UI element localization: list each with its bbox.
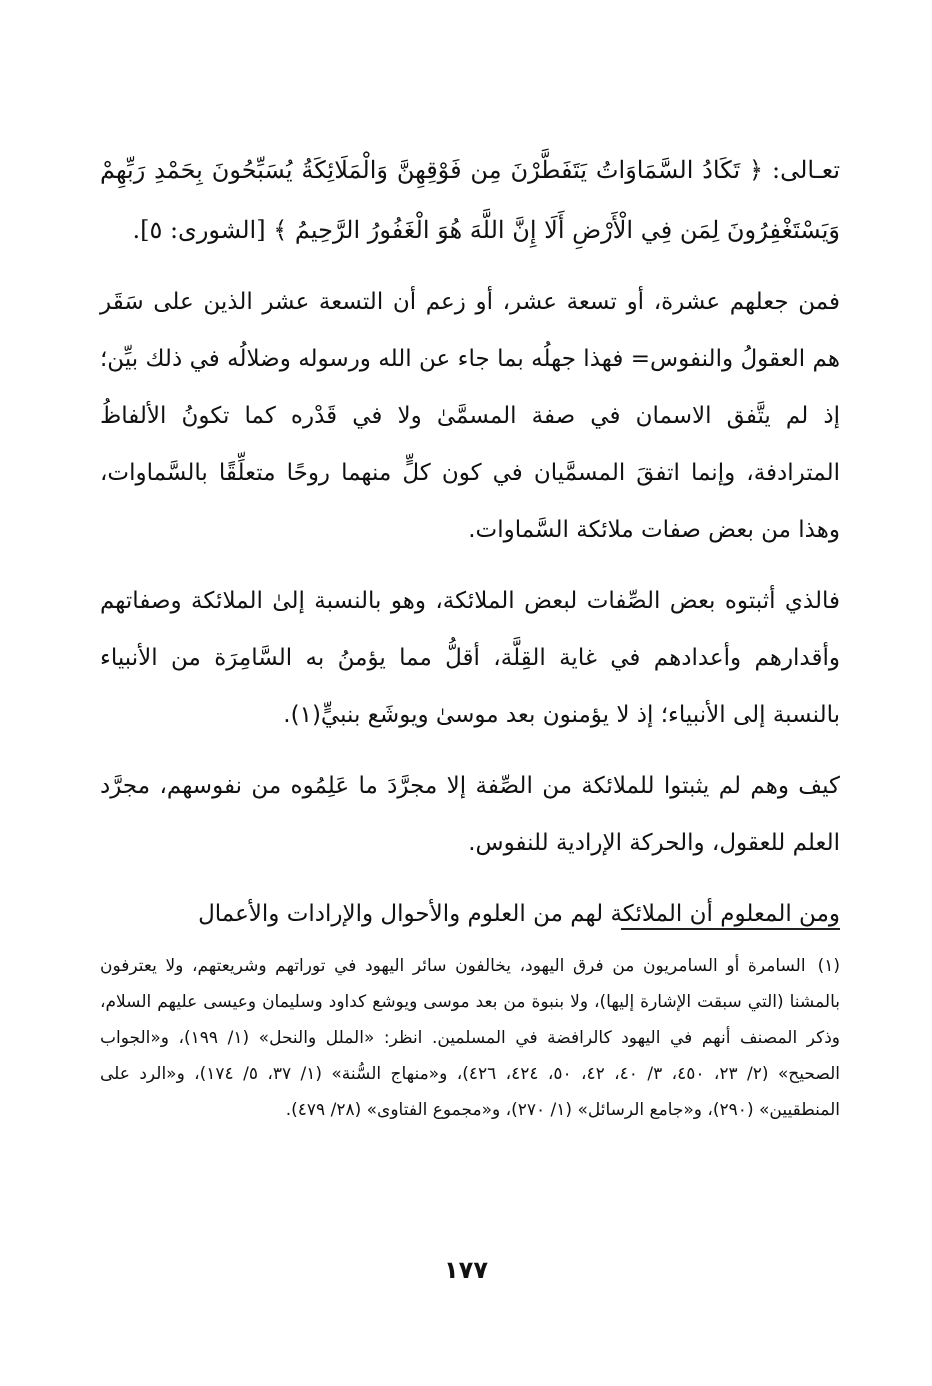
- page-number: ١٧٧: [444, 1256, 488, 1284]
- paragraph-2: فالذي أثبتوه بعض الصِّفات لبعض الملائكة، وهو بالنسبة إلىٰ الملائكة وصفاتهم وأقدارهم وأعدادهم في غاية القِلَّة، أقلُّ مما يؤمنُ به السَّامِرَة من الأنبياء بالنسبة إلى الأنبياء؛ إذ لا يؤمنون بعد موسىٰ ويوشَع بنبيٍّ(١).: [100, 588, 840, 728]
- main-text: [100, 140, 840, 943]
- paragraph-2-text: فالذي أثبتوه بعض الصِّفات لبعض الملائكة، وهو بالنسبة إلىٰ الملائكة وصفاتهم وأقدارهم وأعدادهم في غاية القِلَّة، أقلُّ مما يؤمنُ به السَّامِرَة من الأنبياء بالنسبة إلى الأنبياء؛ إذ لا يؤمنون بعد موسىٰ ويوشَع بنبيٍّ: [100, 588, 840, 728]
- footnote-item: [100, 948, 840, 1128]
- footnote-number: (١): [817, 956, 840, 976]
- footnotes: [100, 948, 840, 1128]
- footnote-text: السامرة أو السامريون من فرق اليهود، يخالفون سائر اليهود في توراتهم وشريعتهم، ولا يعترفون بالمشنا (التي سبقت الإشارة إليها)، ولا بنبوة من بعد موسى ويوشع كداود وسليمان وعيسى عليهم السلام، وذكر المصنف أنهم في اليهود كالرافضة في المسلمين. انظر: «الملل والنحل» (١/ ١٩٩)، و«الجواب الصحيح» (٢/ ٢٣، ٤٥٠، ٣/ ٤٠، ٤٢، ٥٠، ٤٢٤، ٤٢٦)، و«منهاج السُّنة» (١/ ٣٧، ٥/ ١٧٤)، و«الرد على المنطقيين» (٢٩٠)، و«جامع الرسائل» (١/ ٢٧٠)، و«مجموع الفتاوى» (٢٨/ ٤٧٩).: [100, 956, 841, 1120]
- quran-verse-paragraph: تعـالى: ﴿ تَكَادُ السَّمَاوَاتُ يَتَفَطَّرْنَ مِن فَوْقِهِنَّ وَالْمَلَائِكَةُ يُسَبِّحُونَ بِحَمْدِ رَبِّهِمْ وَيَسْتَغْفِرُونَ لِمَن فِي الْأَرْضِ أَلَا إِنَّ اللَّهَ هُوَ الْغَفُورُ الرَّحِيمُ ﴾ [الشورى: ٥].: [100, 156, 840, 244]
- paragraph-1: فمن جعلهم عشرة، أو تسعة عشر، أو زعم أن التسعة عشر الذين على سَقَر هم العقولُ والنفوس= فهذا جهلُه بما جاء عن الله ورسوله وضلالُه في ذلك بيِّن؛ إذ لم يتَّفق الاسمان في صفة المسمَّىٰ ولا في قَدْره كما تكونُ الألفاظُ المترادفة، وإنما اتفقَ المسمَّيان في كون كلٍّ منهما روحًا متعلِّقًا بالسَّماوات، وهذا من بعض صفات ملائكة السَّماوات.: [100, 289, 840, 543]
- footnote-marker: (١): [290, 702, 321, 728]
- paragraph-4: ومن المعلوم أن الملائكة لهم من العلوم والأحوال والإرادات والأعمال: [198, 901, 840, 927]
- footnote-separator: [621, 928, 840, 930]
- paragraph-3: كيف وهم لم يثبتوا للملائكة من الصِّفة إلا مجرَّدَ ما عَلِمُوه من نفوسهم، مجرَّد العلم للعقول، والحركة الإرادية للنفوس.: [100, 773, 840, 856]
